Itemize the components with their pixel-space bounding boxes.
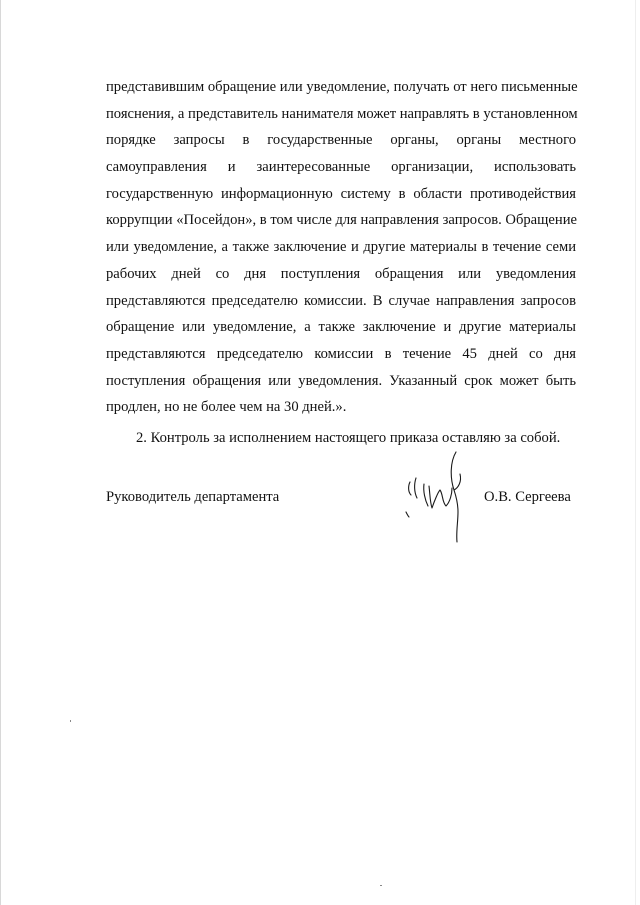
paragraph-line: обращение или уведомление, а также заключение и другие материалы — [106, 319, 576, 336]
document-body — [106, 74, 576, 452]
signatory-title: Руководитель департамента — [106, 489, 280, 505]
paragraph-line: представляются председателю комиссии в течение 45 дней со дня — [106, 345, 576, 362]
paragraph-line: коррупции «Посейдон», в том числе для направления запросов. Обращение — [106, 212, 577, 229]
scan-speck — [70, 720, 71, 722]
paragraph-line: или уведомление, а также заключение и другие материалы в течение семи — [106, 239, 576, 256]
paragraph-line: государственную информационную систему в области противодействия — [106, 185, 576, 202]
signatory-name: О.В. Сергеева — [484, 489, 571, 505]
paragraph-line: самоуправления и заинтересованные организации, использовать — [106, 159, 576, 176]
scan-left-edge — [0, 0, 1, 905]
paragraph-line: пояснения, а представитель нанимателя может направлять в установленном — [106, 105, 578, 122]
paragraph-line: продлен, но не более чем на 30 дней.». — [106, 399, 347, 416]
item-2-text: 2. Контроль за исполнением настоящего приказа оставляю за собой. — [136, 429, 561, 446]
paragraph-line: порядке запросы в государственные органы, органы местного — [106, 132, 576, 149]
paragraph-line: рабочих дней со дня поступления обращения или уведомления — [106, 265, 576, 282]
scan-right-edge — [635, 0, 636, 905]
paragraph-line: представившим обращение или уведомление, получать от него письменные — [106, 79, 578, 95]
scan-speck — [380, 885, 382, 886]
paragraph-line: представляются председателю комиссии. В случае направления запросов — [106, 292, 576, 309]
handwritten-signature — [398, 448, 478, 548]
paragraph-line: поступления обращения или уведомления. Указанный срок может быть — [106, 372, 576, 389]
